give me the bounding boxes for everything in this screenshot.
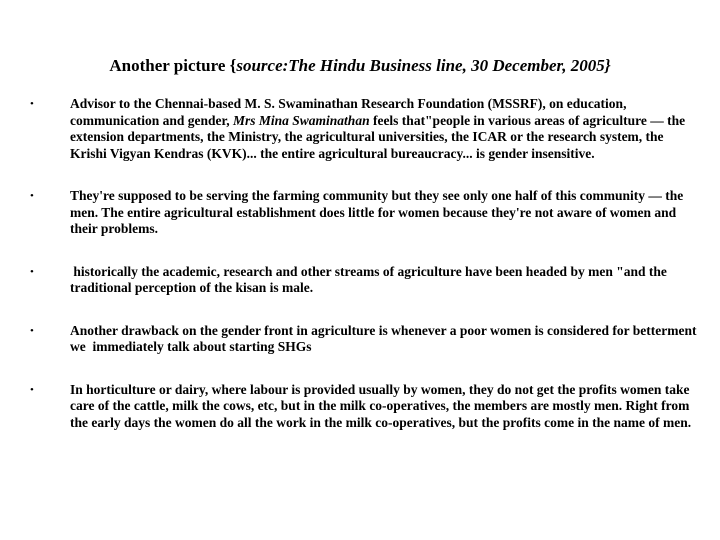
bullet-text-part: Advisor to the Chennai-based M. S. Swaminathan Research Foundation (MSSRF), on education, communication and gender, bbox=[70, 96, 627, 128]
slide-title bbox=[0, 56, 720, 76]
bullet-text: historically the academic, research and other streams of agriculture have been headed by men "and the traditional perception of the kisan is male. bbox=[70, 263, 671, 295]
title-prefix: Another picture { bbox=[109, 56, 237, 75]
bullet-item bbox=[30, 323, 700, 356]
bullet-item bbox=[30, 382, 700, 432]
bullet-emphasis: Mrs Mina Swaminathan bbox=[233, 112, 370, 128]
bullet-text: In horticulture or dairy, where labour is provided usually by women, they do not get the profits women take care of the cattle, milk the cows, etc, but in the milk co-operatives, the members are mostly men. Right from the early days the women do all the work in the milk co-operatives, but the profits come in the name of men. bbox=[70, 381, 692, 430]
bullet-item bbox=[30, 264, 700, 297]
bullet-text: Another drawback on the gender front in agriculture is whenever a poor women is considered for betterment we immediately talk about starting SHGs bbox=[70, 322, 700, 354]
title-source: source:The Hindu Business line, 30 December, 2005} bbox=[236, 56, 611, 75]
bullet-item bbox=[30, 96, 700, 162]
bullet-marker: • bbox=[30, 383, 34, 396]
bullet-marker: • bbox=[30, 265, 34, 278]
bullet-text: They're supposed to be serving the farming community but they see only one half of this community — the men. The entire agricultural establishment does little for women because they're not aware of women and their problems. bbox=[70, 188, 684, 236]
bullet-marker: • bbox=[30, 324, 34, 337]
bullet-marker: • bbox=[30, 190, 34, 202]
bullet-marker: • bbox=[30, 98, 34, 110]
bullet-item bbox=[30, 188, 700, 238]
bullet-text-part: feels that"people in various areas of agriculture — the extension departments, the Ministry, the agricultural universities, the ICAR or the research system, the Krishi Vigyan Kendras (KVK)... the entire agricultural bureaucracy... is gender insensitive. bbox=[70, 112, 686, 161]
bullet-text bbox=[70, 96, 685, 161]
bullet-list bbox=[30, 96, 700, 431]
